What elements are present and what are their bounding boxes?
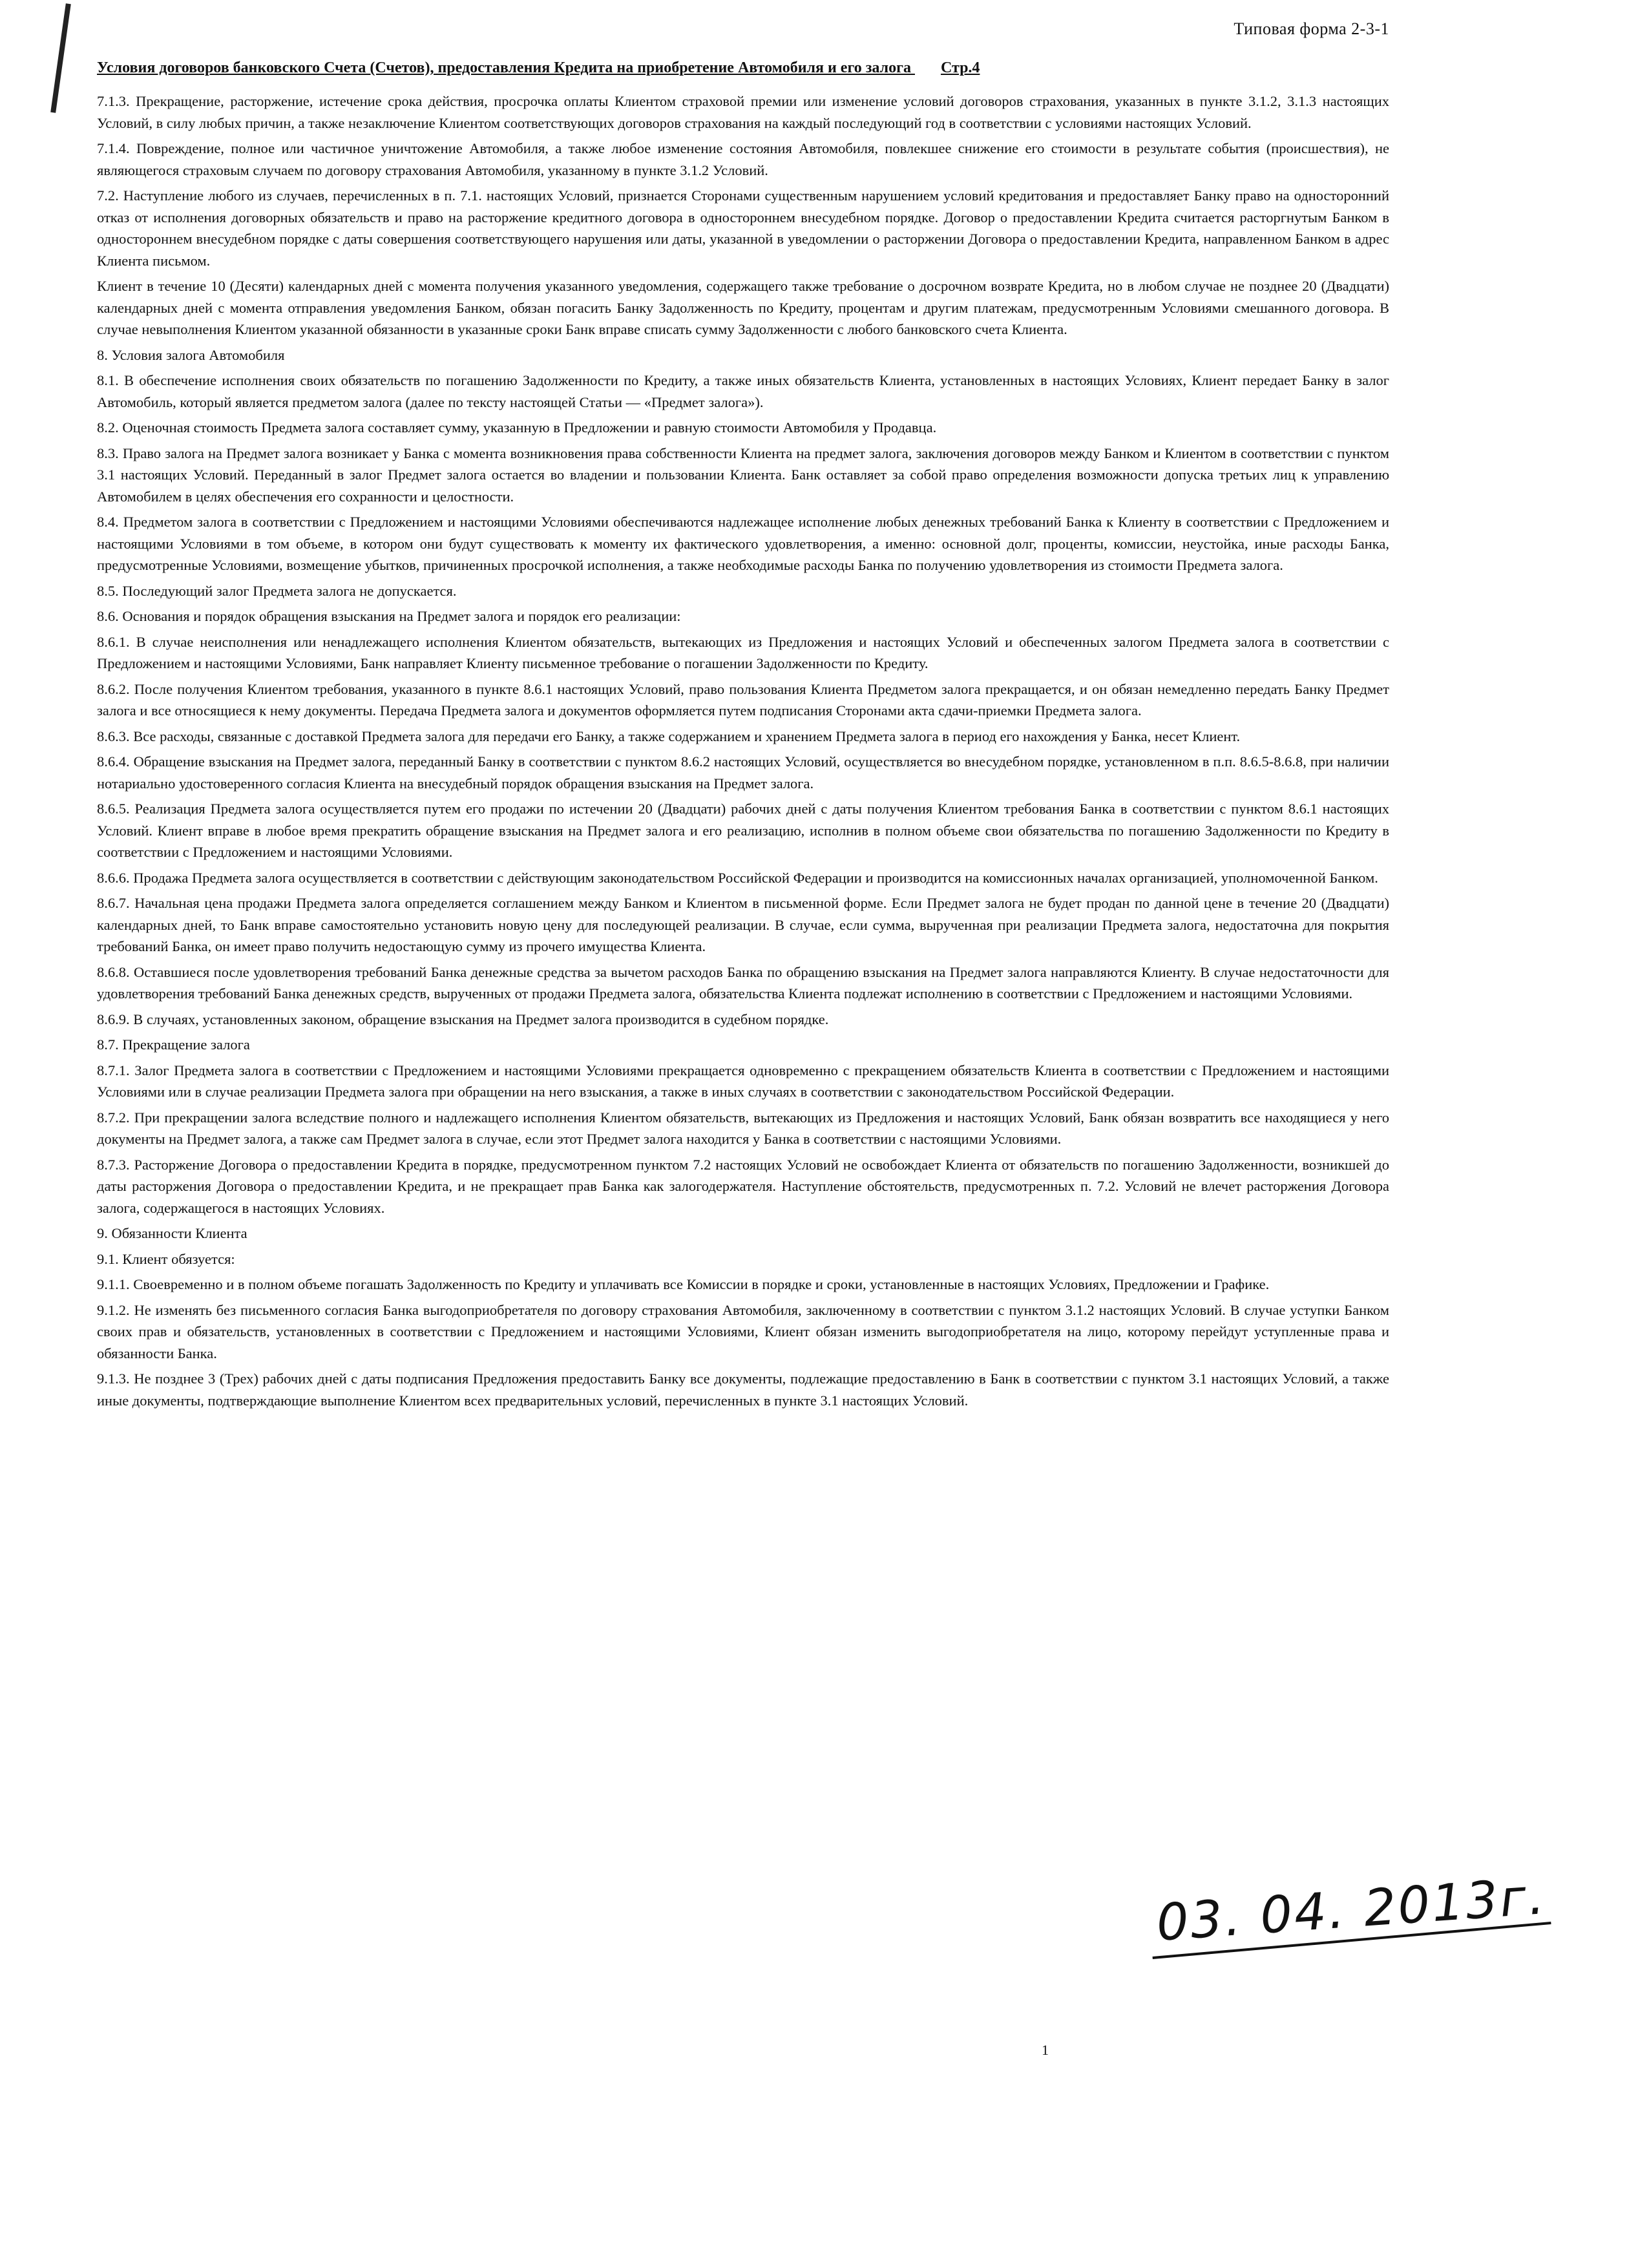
document-title: Условия договоров банковского Счета (Счетов), предоставления Кредита на приобретение Автомобиля и его залога bbox=[97, 59, 911, 76]
paragraph: 8.7.3. Расторжение Договора о предоставлении Кредита в порядке, предусмотренном пунктом 7.2 настоящих Условий не освобождает Клиента от обязательств по погашению Задолженности, возникшей до даты расторжения Договора о предоставлении Кредита, и не прекращает прав Банка как залогодержателя. Наступление обстоятельств, предусмотренных п. 7.2. Условий не влечет расторжения Договора залога, содержащегося в настоящих Условиях. bbox=[97, 1156, 1389, 1216]
paragraph: 9.1.1. Своевременно и в полном объеме погашать Задолженность по Кредиту и уплачивать все Комиссии в порядке и сроки, установленные в настоящих Условиях, Предложении и Графике. bbox=[97, 1276, 1270, 1292]
paragraph: 7.1.3. Прекращение, расторжение, истечение срока действия, просрочка оплаты Клиентом страховой премии или изменение условий договоров страхования, указанных в пункте 3.1.2, 3.1.3 настоящих Условий, в силу любых причин, а также незаключение Клиентом соответствующих договоров страхования на каждый последующий год в соответствии с условиями настоящих Условий. bbox=[97, 93, 1389, 131]
paragraph: 8.6.1. В случае неисполнения или ненадлежащего исполнения Клиентом обязательств, вытекающих из Предложения и настоящих Условий и обеспеченных залогом Предмета залога в соответствии с Предложением и настоящими Условиями, Банк направляет Клиенту письменное требование о погашении Задолженности по Кредиту. bbox=[97, 633, 1389, 671]
document-body bbox=[97, 90, 1389, 1415]
margin-scan-mark bbox=[50, 3, 71, 112]
paragraph: 8.1. В обеспечение исполнения своих обязательств по погашению Задолженности по Кредиту, а также иных обязательств Клиента, установленных в настоящих Условиях, Клиент передает Банку в залог Автомобиль, который является предметом залога (далее по тексту настоящей Статьи — «Предмет залога»). bbox=[97, 372, 1389, 410]
paragraph: 8.6.8. Оставшиеся после удовлетворения требований Банка денежные средства за вычетом расходов Банка по обращению взыскания на Предмет залога направляются Клиенту. В случае недостаточности для удовлетворения требований Банка денежных средств, вырученных от продажи Предмета залога, обязательства Клиента подлежат исполнению в соответствии с Предложением и настоящими Условиями. bbox=[97, 963, 1389, 1002]
document-page bbox=[97, 19, 1389, 1829]
paragraph: 8.6.7. Начальная цена продажи Предмета залога определяется соглашением между Банком и Клиентом в письменной форме. Если Предмет залога не будет продан по данной цене в течение 20 (Двадцати) календарных дней, то Банк вправе самостоятельно установить новую цену для последующей реализации. В случае, если сумма, вырученная при реализации Предмета залога, недостаточна для покрытия требований Банка, он имеет право получить недостающую сумму из прочего имущества Клиента. bbox=[97, 895, 1389, 954]
paragraph: 7.2. Наступление любого из случаев, перечисленных в п. 7.1. настоящих Условий, признается Сторонами существенным нарушением условий кредитования и предоставляет Банку право на односторонний отказ от исполнения договорных обязательств и право на расторжение кредитного договора в одностороннем внесудебном порядке. Договор о предоставлении Кредита считается расторгнутым Банком в одностороннем внесудебном порядке с даты совершения соответствующего нарушения или даты, указанной в уведомлении о расторжении Договора о предоставлении Кредита, направленном Банком в адрес Клиента письмом. bbox=[97, 187, 1389, 269]
handwritten-date-text: 03. 04. 2013г. bbox=[1154, 1867, 1548, 1953]
paragraph: 8.5. Последующий залог Предмета залога не допускается. bbox=[97, 582, 457, 599]
paragraph: 8.3. Право залога на Предмет залога возникает у Банка с момента возникновения права собственности Клиента на предмет залога, заключения договоров между Банком и Клиентом в соответствии с пунктом 3.1 настоящих Условий. Переданный в залог Предмет залога остается во владении и пользовании Клиента. Банк оставляет за собой право определения возможности допуска третьих лиц к управлению Автомобилем в целях обеспечения его сохранности и целостности. bbox=[97, 445, 1389, 505]
paragraph: 8.6.9. В случаях, установленных законом, обращение взыскания на Предмет залога производится в судебном порядке. bbox=[97, 1011, 829, 1027]
paragraph: 8.6.3. Все расходы, связанные с доставкой Предмета залога для передачи его Банку, а также содержанием и хранением Предмета залога в период его нахождения у Банка, несет Клиент. bbox=[97, 728, 1241, 744]
paragraph: 9. Обязанности Клиента bbox=[97, 1225, 247, 1241]
paragraph: 8.7. Прекращение залога bbox=[97, 1036, 250, 1053]
page-number: 1 bbox=[1042, 2042, 1049, 2058]
paragraph: 9.1.2. Не изменять без письменного согласия Банка выгодоприобретателя по договору страхования Автомобиля, заключенному в соответствии с пунктом 3.1.2 настоящих Условий. В случае уступки Банком своих прав и обязательств, установленных в соответствии с Предложением и настоящими Условиями, Клиент обязан изменить выгодоприобретателя на лицо, которому перейдут уступленные права и обязанности Банка. bbox=[97, 1301, 1389, 1361]
paragraph: 8. Условия залога Автомобиля bbox=[97, 346, 285, 363]
paragraph: 8.6. Основания и порядок обращения взыскания на Предмет залога и порядок его реализации: bbox=[97, 608, 681, 624]
form-label: Типовая форма 2-3-1 bbox=[1234, 19, 1389, 38]
paragraph: 8.6.2. После получения Клиентом требования, указанного в пункте 8.6.1 настоящих Условий, право пользования Клиента Предметом залога прекращается, и он обязан немедленно передать Банку Предмет залога и все относящиеся к нему документы. Передача Предмета залога и документов оформляется путем подписания Сторонами акта сдачи-приемки Предмета залога. bbox=[97, 680, 1389, 719]
paragraph: 8.7.1. Залог Предмета залога в соответствии с Предложением и настоящими Условиями прекращается одновременно с прекращением обязательств Клиента в соответствии с Предложением и настоящими Условиями или в случае реализации Предмета залога при обращении на него взыскания, а также в иных случаях в соответствии с законодательством Российской Федерации. bbox=[97, 1062, 1389, 1100]
page-label: Стр.4 bbox=[940, 59, 980, 76]
paragraph: 8.6.4. Обращение взыскания на Предмет залога, переданный Банку в соответствии с пунктом 8.6.2 настоящих Условий, осуществляется во внесудебном порядке, установленном в п.п. 8.6.5-8.6.8, при наличии нотариально удостоверенного согласия Клиента на внесудебный порядок обращения взыскания на Предмет залога. bbox=[97, 753, 1389, 792]
paragraph: 8.6.5. Реализация Предмета залога осуществляется путем его продажи по истечении 20 (Двадцати) рабочих дней с даты получения Клиентом требования Банка в соответствии с пунктом 8.6.1 настоящих Условий. Клиент вправе в любое время прекратить обращение взыскания на Предмет залога и его реализацию, исполнив в полном объеме свои обязательства по погашению Задолженности по Кредиту в соответствии с Предложением и настоящими Условиями. bbox=[97, 801, 1389, 860]
paragraph: 8.7.2. При прекращении залога вследствие полного и надлежащего исполнения Клиентом обязательств, вытекающих из Предложения и настоящих Условий, Банк обязан возвратить все находящиеся у него документы на Предмет залога, а также сам Предмет залога в случае, если этот Предмет залога находится у Банка в соответствии с настоящими Условиями. bbox=[97, 1109, 1389, 1147]
handwritten-date bbox=[1155, 1867, 1548, 1953]
paragraph: 7.1.4. Повреждение, полное или частичное уничтожение Автомобиля, а также любое изменение состояния Автомобиля, повлекшее снижение его стоимости в результате события (происшествия), не являющегося страховым случаем по договору страхования Автомобиля, указанному в пункте 3.1.2 Условий. bbox=[97, 140, 1389, 178]
paragraph: 9.1.3. Не позднее 3 (Трех) рабочих дней с даты подписания Предложения предоставить Банку все документы, подлежащие предоставлению в Банк в соответствии с пунктом 3.1 настоящих Условий, а также иные документы, подтверждающие выполнение Клиентом всех предварительных условий, перечисленных в пункте 3.1 настоящих Условий. bbox=[97, 1370, 1389, 1409]
document-header bbox=[97, 59, 1357, 77]
paragraph: 8.6.6. Продажа Предмета залога осуществляется в соответствии с действующим законодательством Российской Федерации и производится на комиссионных началах организацией, уполномоченной Банком. bbox=[97, 869, 1378, 886]
paragraph: 9.1. Клиент обязуется: bbox=[97, 1250, 235, 1267]
paragraph: 8.2. Оценочная стоимость Предмета залога составляет сумму, указанную в Предложении и равную стоимости Автомобиля у Продавца. bbox=[97, 419, 937, 436]
paragraph: 8.4. Предметом залога в соответствии с Предложением и настоящими Условиями обеспечиваются надлежащее исполнение любых денежных требований Банка к Клиенту в соответствии с Предложением и настоящими Условиями в том объеме, в котором они будут существовать к моменту их фактического удовлетворения, а именно: основной долг, проценты, комиссии, неустойка, иные расходы Банка, предусмотренные Условиями, возмещение убытков, причиненных просрочкой исполнения, а также необходимые расходы Банка по получению удовлетворения из стоимости Предмета залога. bbox=[97, 514, 1389, 573]
paragraph: Клиент в течение 10 (Десяти) календарных дней с момента получения указанного уведомления, содержащего также требование о досрочном возврате Кредита, но в любом случае не позднее 20 (Двадцати) календарных дней с момента отправления уведомления Банком, обязан погасить Банку Задолженность по Кредиту, процентам и другим платежам, предусмотренным Условиями смешанного договора. В случае невыполнения Клиентом указанной обязанности в указанные сроки Банк вправе списать сумму Задолженности с любого банковского счета Клиента. bbox=[97, 278, 1389, 337]
